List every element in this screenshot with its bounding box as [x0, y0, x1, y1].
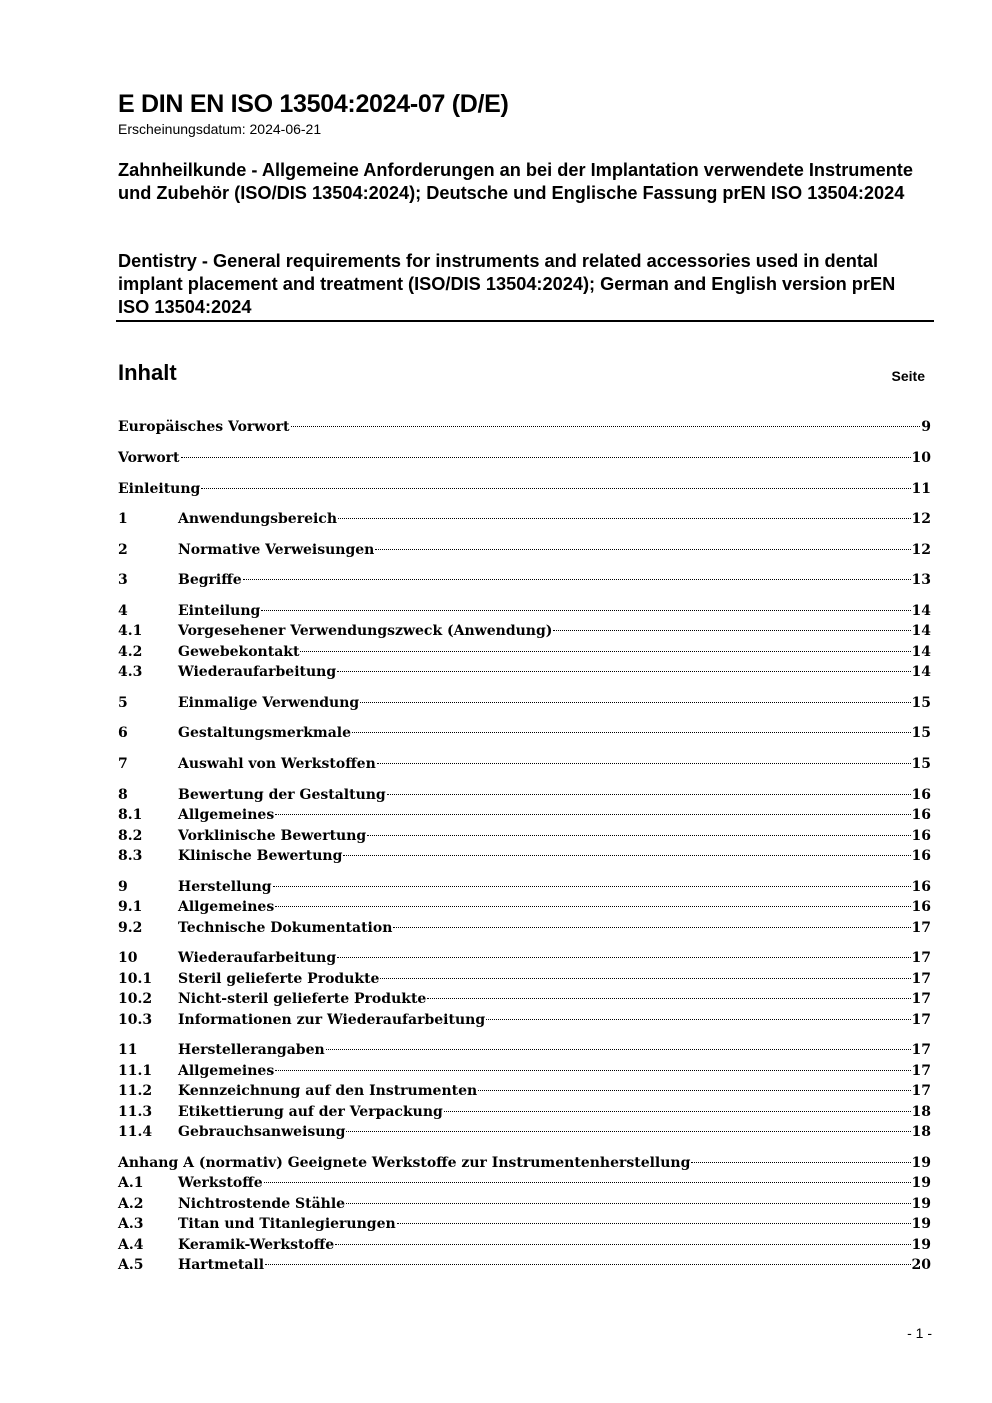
- toc-dot-leader: [181, 457, 911, 458]
- toc-entry-page: 17: [911, 991, 931, 1007]
- toc-dot-leader: [338, 518, 911, 519]
- toc-entry[interactable]: [118, 948, 931, 968]
- toc-entry-number: 10.3: [118, 1012, 153, 1028]
- toc-entry-title: Informationen zur Wiederaufarbeitung: [178, 1012, 486, 1028]
- toc-dot-leader: [346, 1203, 910, 1204]
- toc-dot-leader: [343, 855, 910, 856]
- toc-entry-title: Anhang A (normativ) Geeignete Werkstoffe zur Instrumentenherstellung: [118, 1155, 691, 1171]
- toc-entry-number: 2: [118, 542, 128, 558]
- toc-entry-number: 9: [118, 879, 128, 895]
- toc-entry-title: Normative Verweisungen: [178, 542, 375, 558]
- toc-entry[interactable]: [118, 662, 931, 682]
- toc-entry-page: 15: [911, 725, 931, 741]
- toc-entry-number: A.4: [118, 1237, 144, 1253]
- toc-entry[interactable]: [118, 897, 931, 917]
- toc-dot-leader: [393, 927, 910, 928]
- toc-dot-leader: [326, 1049, 911, 1050]
- toc-entry-page: 9: [921, 419, 931, 435]
- document-id: E DIN EN ISO 13504:2024-07 (D/E): [118, 90, 509, 118]
- toc-dot-leader: [387, 794, 911, 795]
- toc-dot-leader: [346, 1131, 910, 1132]
- title-german: Zahnheilkunde - Allgemeine Anforderungen an bei der Implantation verwendete Instrumente und Zubehör (ISO/DIS 13504:2024); Deutsche und Englische Fassung prEN ISO 13504:2024: [118, 160, 913, 203]
- toc-dot-leader: [264, 1182, 911, 1183]
- toc-entry-title: Europäisches Vorwort: [118, 419, 290, 435]
- toc-dot-leader: [352, 732, 911, 733]
- toc-entry[interactable]: [118, 723, 931, 743]
- toc-entry-title: Einmalige Verwendung: [178, 695, 360, 711]
- toc-dot-leader: [337, 671, 910, 672]
- toc-dot-leader: [397, 1223, 911, 1224]
- toc-entry-page: 17: [911, 971, 931, 987]
- toc-entry[interactable]: [118, 1010, 931, 1030]
- toc-entry[interactable]: [118, 479, 931, 499]
- toc-entry-number: 1: [118, 511, 128, 527]
- toc-entry-page: 14: [911, 623, 931, 639]
- toc-dot-leader: [360, 702, 910, 703]
- toc-entry-number: A.2: [118, 1196, 144, 1212]
- toc-entry-page: 18: [911, 1124, 931, 1140]
- toc-entry[interactable]: [118, 918, 931, 938]
- toc-entry-page: 17: [911, 1042, 931, 1058]
- toc-dot-leader: [265, 1264, 910, 1265]
- toc-entry-title: Keramik-Werkstoffe: [178, 1237, 335, 1253]
- toc-entry-title: Anwendungsbereich: [178, 511, 337, 527]
- toc-entry-number: 3: [118, 572, 128, 588]
- toc-entry-title: Allgemeines: [178, 899, 275, 915]
- toc-entry-page: 16: [911, 828, 931, 844]
- toc-dot-leader: [444, 1111, 911, 1112]
- toc-entry-number: 9.1: [118, 899, 143, 915]
- toc-entry-title: Steril gelieferte Produkte: [178, 971, 380, 987]
- toc-entry-page: 16: [911, 787, 931, 803]
- toc-entry-page: 13: [911, 572, 931, 588]
- toc-entry-title: Nichtrostende Stähle: [178, 1196, 346, 1212]
- toc-entry-title: Titan und Titanlegierungen: [178, 1216, 396, 1232]
- toc-entry-page: 14: [911, 603, 931, 619]
- toc-entry-number: 4.3: [118, 664, 143, 680]
- toc-entry[interactable]: [118, 1061, 931, 1081]
- toc-entry-page: 15: [911, 695, 931, 711]
- toc-dot-leader: [337, 957, 910, 958]
- toc-entry-number: 7: [118, 756, 128, 772]
- toc-entry-page: 19: [911, 1196, 931, 1212]
- toc-dot-leader: [275, 906, 910, 907]
- toc-dot-leader: [261, 610, 910, 611]
- toc-entry-title: Allgemeines: [178, 1063, 275, 1079]
- toc-entry-number: 8.1: [118, 807, 143, 823]
- toc-entry[interactable]: [118, 570, 931, 590]
- toc-entry-title: Technische Dokumentation: [178, 920, 393, 936]
- toc-entry[interactable]: [118, 1102, 931, 1122]
- toc-entry-page: 14: [911, 664, 931, 680]
- toc-entry-title: Werkstoffe: [178, 1175, 263, 1191]
- toc-entry-page: 19: [911, 1216, 931, 1232]
- toc-entry[interactable]: [118, 1214, 931, 1234]
- toc-entry[interactable]: [118, 621, 931, 641]
- toc-entry-number: 10: [118, 950, 138, 966]
- toc-entry[interactable]: [118, 693, 931, 713]
- toc-dot-leader: [243, 579, 911, 580]
- toc-entry-number: 10.2: [118, 991, 153, 1007]
- toc-dot-leader: [380, 978, 910, 979]
- toc-entry-page: 17: [911, 920, 931, 936]
- toc-entry-page: 17: [911, 1083, 931, 1099]
- toc-heading: Inhalt: [118, 360, 177, 385]
- toc-entry-number: 6: [118, 725, 128, 741]
- toc-dot-leader: [478, 1090, 910, 1091]
- toc-entry[interactable]: [118, 754, 931, 774]
- toc-dot-leader: [275, 1070, 910, 1071]
- toc-entry-page: 16: [911, 807, 931, 823]
- toc-entry-number: 5: [118, 695, 128, 711]
- toc-entry-number: 11.1: [118, 1063, 153, 1079]
- toc-entry-page: 20: [911, 1257, 931, 1273]
- toc-entry-page: 15: [911, 756, 931, 772]
- toc-entry-number: 8: [118, 787, 128, 803]
- toc-entry-page: 17: [911, 950, 931, 966]
- toc-dot-leader: [553, 630, 910, 631]
- toc-dot-leader: [427, 998, 910, 999]
- toc-entry[interactable]: [118, 1153, 931, 1173]
- toc-entry-number: 11: [118, 1042, 138, 1058]
- toc-entry[interactable]: [118, 785, 931, 805]
- toc-entry-title: Wiederaufarbeitung: [178, 664, 337, 680]
- toc-dot-leader: [273, 886, 911, 887]
- toc-entry[interactable]: [118, 826, 931, 846]
- toc-entry-page: 16: [911, 879, 931, 895]
- toc-entry[interactable]: [118, 540, 931, 560]
- toc-entry-title: Einleitung: [118, 481, 201, 497]
- toc-entry[interactable]: [118, 1235, 931, 1255]
- toc-entry-title: Begriffe: [178, 572, 242, 588]
- toc-dot-leader: [375, 549, 910, 550]
- toc-entry[interactable]: [118, 509, 931, 529]
- page-number: - 1 -: [907, 1325, 932, 1341]
- toc-entry[interactable]: [118, 417, 931, 437]
- toc-entry-page: 16: [911, 848, 931, 864]
- toc-entry-number: 8.3: [118, 848, 143, 864]
- toc-entry-page: 17: [911, 1063, 931, 1079]
- publication-date: Erscheinungsdatum: 2024-06-21: [118, 121, 322, 137]
- toc-entry-page: 12: [911, 511, 931, 527]
- toc-entry-page: 18: [911, 1104, 931, 1120]
- toc-entry-title: Nicht-steril gelieferte Produkte: [178, 991, 427, 1007]
- toc-entry[interactable]: [118, 1255, 931, 1275]
- toc-entry-title: Etikettierung auf der Verpackung: [178, 1104, 443, 1120]
- toc-entry[interactable]: [118, 448, 931, 468]
- toc-entry-number: 11.2: [118, 1083, 153, 1099]
- toc-entry[interactable]: [118, 1040, 931, 1060]
- toc-dot-leader: [275, 814, 910, 815]
- toc-entry-page: 10: [911, 450, 931, 466]
- toc-entry-title: Hartmetall: [178, 1257, 265, 1273]
- toc-entry-number: 11.3: [118, 1104, 153, 1120]
- title-english: Dentistry - General requirements for instruments and related accessories used in dental implant placement and treatment (ISO/DIS 13504:2024); German and English version prEN ISO 13504:2024: [118, 251, 896, 317]
- toc-entry-title: Herstellerangaben: [178, 1042, 325, 1058]
- toc-entry[interactable]: [118, 1194, 931, 1214]
- toc-entry[interactable]: [118, 846, 931, 866]
- toc-entry-number: 9.2: [118, 920, 143, 936]
- toc-entry-title: Herstellung: [178, 879, 272, 895]
- toc-entry-title: Klinische Bewertung: [178, 848, 343, 864]
- toc-entry-title: Gestaltungsmerkmale: [178, 725, 352, 741]
- toc-entry-number: A.1: [118, 1175, 144, 1191]
- toc-dot-leader: [335, 1244, 910, 1245]
- toc-entry-number: 11.4: [118, 1124, 153, 1140]
- toc-dot-leader: [377, 763, 911, 764]
- toc-entry[interactable]: [118, 1173, 931, 1193]
- toc-entry-title: Kennzeichnung auf den Instrumenten: [178, 1083, 478, 1099]
- toc-entry-number: 4: [118, 603, 128, 619]
- toc-entry-title: Vorklinische Bewertung: [178, 828, 367, 844]
- toc-entry-title: Gewebekontakt: [178, 644, 300, 660]
- toc-entry-number: 4.2: [118, 644, 143, 660]
- toc-dot-leader: [300, 651, 910, 652]
- toc-entry-title: Vorwort: [118, 450, 180, 466]
- toc-entry-number: 8.2: [118, 828, 143, 844]
- toc-page-label: Seite: [891, 368, 925, 384]
- toc-entry[interactable]: [118, 1081, 931, 1101]
- toc-entry-number: A.3: [118, 1216, 144, 1232]
- toc-entry-page: 16: [911, 899, 931, 915]
- toc-dot-leader: [291, 426, 921, 427]
- toc-entry[interactable]: [118, 989, 931, 1009]
- toc-entry-page: 11: [911, 481, 931, 497]
- toc-entry[interactable]: [118, 877, 931, 897]
- toc-entry[interactable]: [118, 969, 931, 989]
- toc-entry[interactable]: [118, 642, 931, 662]
- toc-dot-leader: [691, 1162, 910, 1163]
- toc-entry-page: 19: [911, 1237, 931, 1253]
- title-divider: [116, 320, 934, 322]
- toc-entry-page: 12: [911, 542, 931, 558]
- toc-entry-title: Allgemeines: [178, 807, 275, 823]
- toc-entry-page: 19: [911, 1155, 931, 1171]
- toc-entry-page: 19: [911, 1175, 931, 1191]
- toc-entry-number: A.5: [118, 1257, 144, 1273]
- toc-dot-leader: [201, 488, 910, 489]
- toc-entry[interactable]: [118, 1122, 931, 1142]
- toc-entry-title: Auswahl von Werkstoffen: [178, 756, 376, 772]
- toc-entry-number: 4.1: [118, 623, 143, 639]
- toc-entry-title: Vorgesehener Verwendungszweck (Anwendung): [178, 623, 553, 639]
- toc-dot-leader: [367, 835, 910, 836]
- toc-entry-number: 10.1: [118, 971, 153, 987]
- toc-entry-title: Gebrauchsanweisung: [178, 1124, 346, 1140]
- toc-dot-leader: [486, 1019, 910, 1020]
- toc-entry-page: 14: [911, 644, 931, 660]
- toc-entry-page: 17: [911, 1012, 931, 1028]
- toc-entry-title: Einteilung: [178, 603, 261, 619]
- toc-entry[interactable]: [118, 805, 931, 825]
- toc-entry-title: Bewertung der Gestaltung: [178, 787, 386, 803]
- toc-entry-title: Wiederaufarbeitung: [178, 950, 337, 966]
- toc-entry[interactable]: [118, 601, 931, 621]
